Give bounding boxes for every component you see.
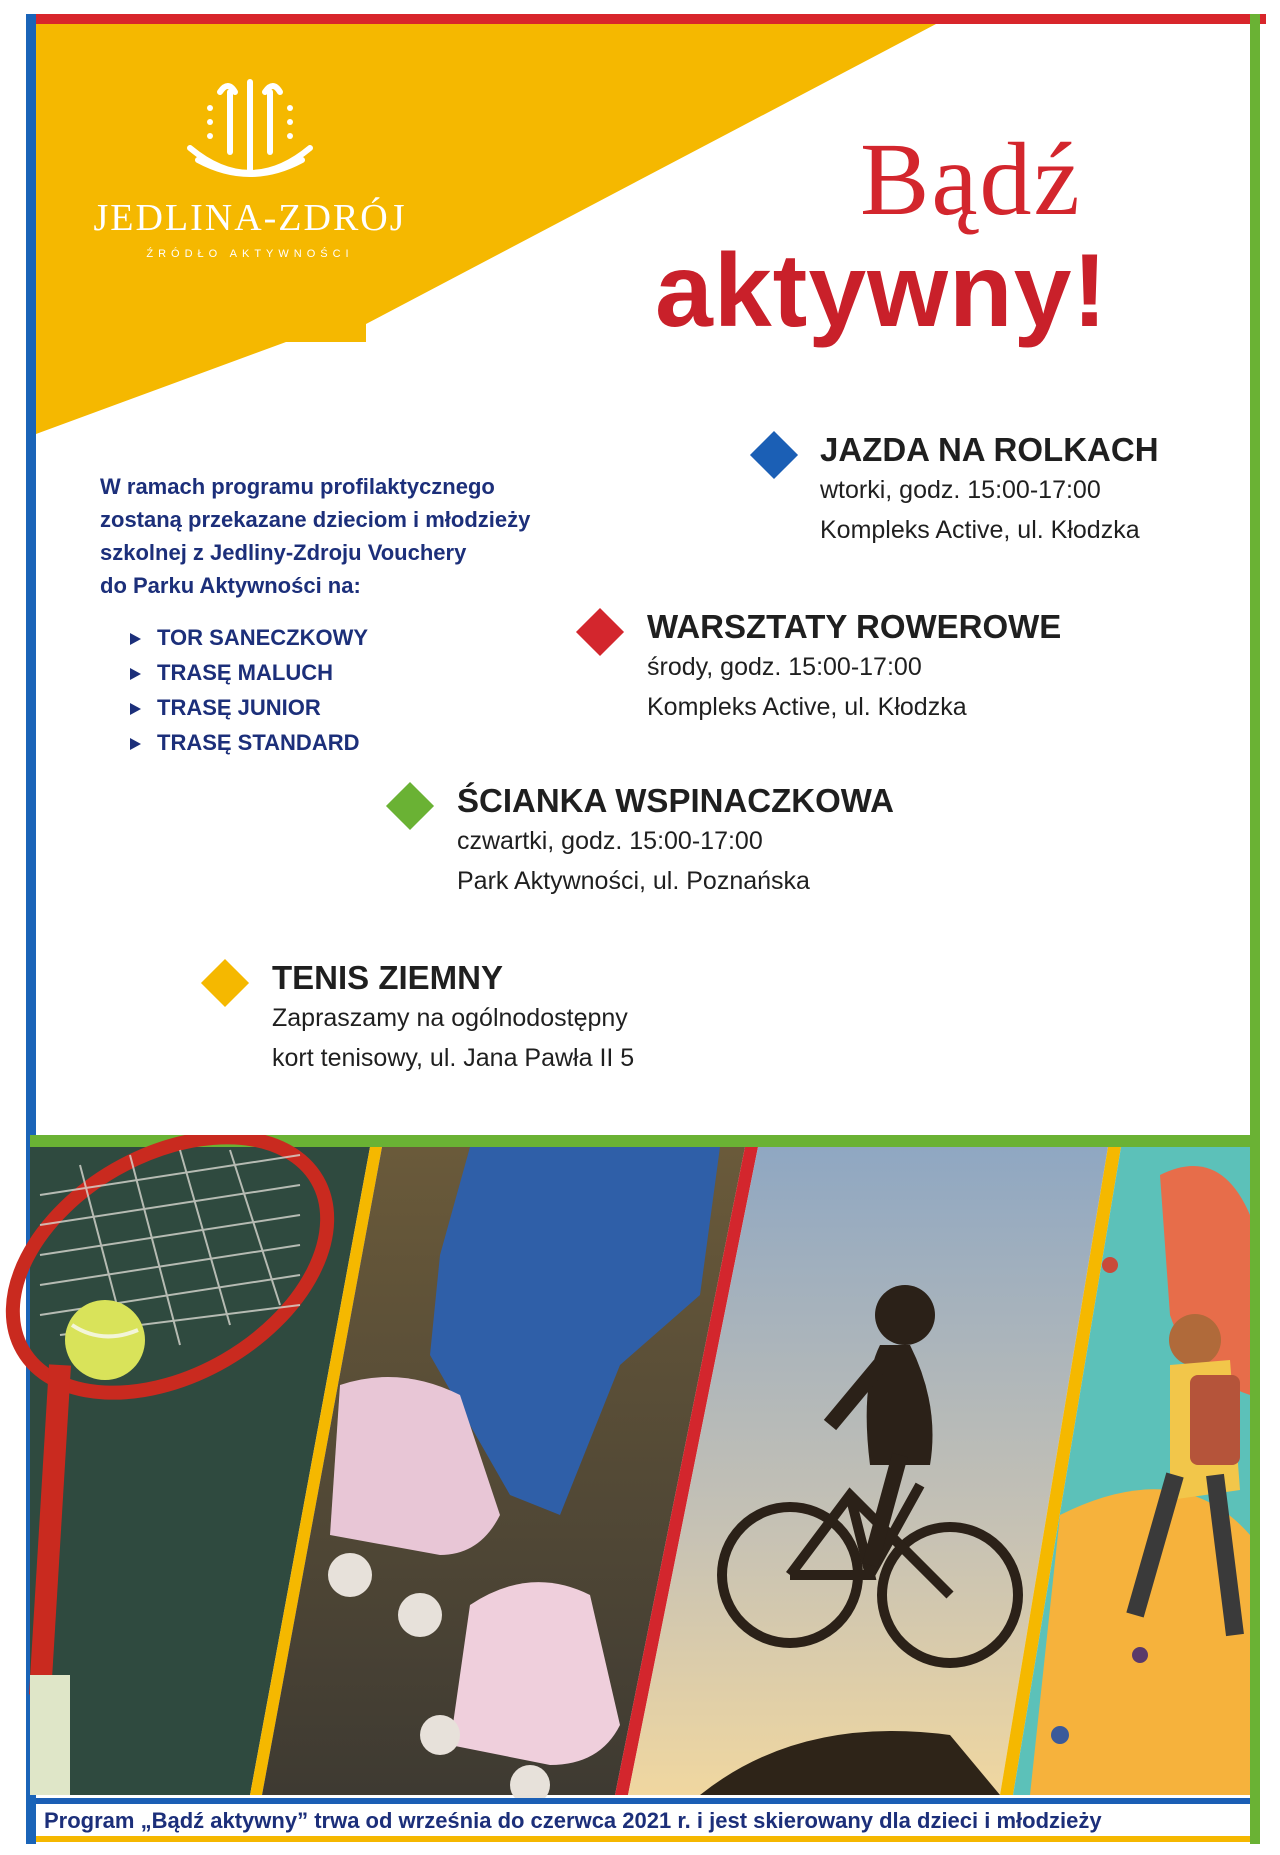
activity-bike-workshop xyxy=(647,607,1061,727)
logo-name: JEDLINA-ZDRÓJ xyxy=(93,197,407,239)
intro-line: zostaną przekazane dzieciom i młodzieży xyxy=(100,507,531,532)
list-item xyxy=(130,620,368,655)
activity-location: Kompleks Active, ul. Kłodzka xyxy=(820,516,1140,544)
activity-location: Park Aktywności, ul. Poznańska xyxy=(457,867,810,895)
activity-schedule: środy, godz. 15:00-17:00 xyxy=(647,653,922,681)
photo-strip xyxy=(0,1135,1280,1800)
top-border xyxy=(30,14,1266,24)
activity-schedule: czwartki, godz. 15:00-17:00 xyxy=(457,827,763,855)
list-item xyxy=(130,655,368,690)
activity-location: kort tenisowy, ul. Jana Pawła II 5 xyxy=(272,1044,635,1072)
footer-text: Program „Bądź aktywny” trwa od września do czerwca 2021 r. i jest skierowany dla dzieci i młodzieży xyxy=(44,1808,1102,1833)
activity-schedule: Zapraszamy na ogólnodostępny xyxy=(272,1004,628,1032)
logo-tagline: ŹRÓDŁO AKTYWNOŚCI xyxy=(146,248,354,260)
activity-location: Kompleks Active, ul. Kłodzka xyxy=(647,693,967,721)
list-item-label: TRASĘ MALUCH xyxy=(157,660,333,685)
list-item-label: TRASĘ STANDARD xyxy=(157,730,360,755)
activity-title: ŚCIANKA WSPINACZKOWA xyxy=(457,782,894,819)
activity-climbing-wall xyxy=(457,781,894,901)
intro-line: W ramach programu profilaktycznego xyxy=(100,474,495,499)
arrow-icon xyxy=(130,738,141,750)
list-item xyxy=(130,725,368,760)
intro-line: do Parku Aktywności na: xyxy=(100,573,361,598)
activity-title: JAZDA NA ROLKACH xyxy=(820,431,1159,468)
list-item xyxy=(130,690,368,725)
list-item-label: TRASĘ JUNIOR xyxy=(157,695,321,720)
blue-diamond-icon xyxy=(750,431,798,479)
list-item-label: TOR SANECZKOWY xyxy=(157,625,369,650)
activity-rollerskating xyxy=(820,430,1159,550)
jedlina-zdroj-logo xyxy=(70,78,430,278)
voucher-list xyxy=(130,620,368,760)
activity-schedule: wtorki, godz. 15:00-17:00 xyxy=(820,476,1101,504)
red-diamond-icon xyxy=(576,608,624,656)
activity-title: WARSZTATY ROWEROWE xyxy=(647,608,1062,645)
arrow-icon xyxy=(130,633,141,645)
arrow-icon xyxy=(130,703,141,715)
fountain-icon xyxy=(70,78,430,188)
arrow-icon xyxy=(130,668,141,680)
activity-title: TENIS ZIEMNY xyxy=(272,959,504,996)
green-diamond-icon xyxy=(386,782,434,830)
intro-line: szkolnej z Jedliny-Zdroju Vouchery xyxy=(100,540,467,565)
yellow-diamond-icon xyxy=(201,959,249,1007)
activity-tennis xyxy=(272,958,634,1078)
title-line-2: aktywny! xyxy=(655,233,1109,349)
title-line-1: Bądź xyxy=(860,122,1082,237)
intro-text xyxy=(100,470,620,602)
